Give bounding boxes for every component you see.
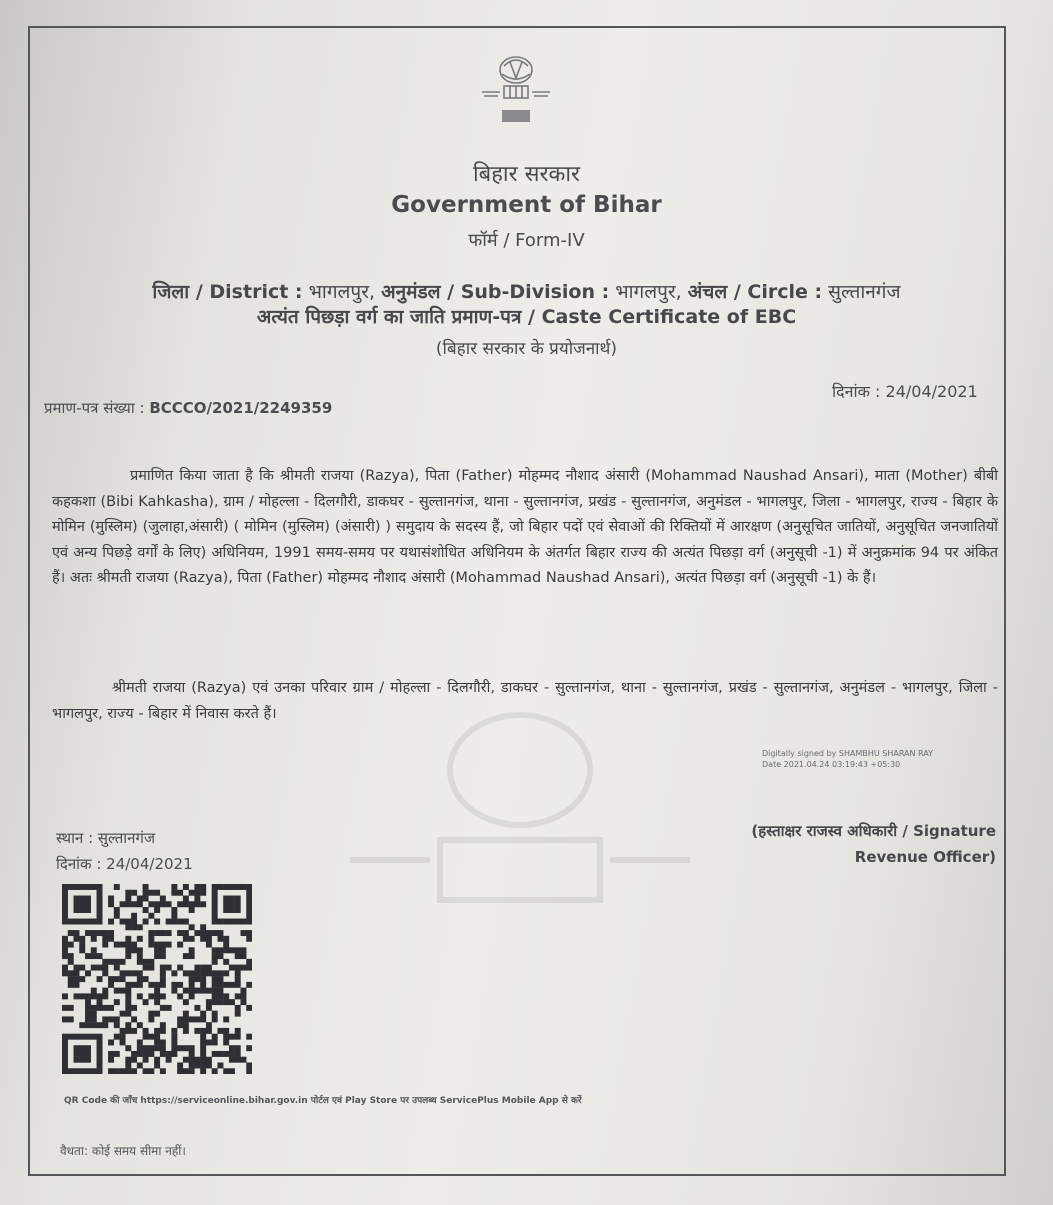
circle-label: अंचल / Circle : <box>687 281 823 303</box>
residence-paragraph: श्रीमती राजया (Razya) एवं उनका परिवार ग्राम / मोहल्ला - दिलगौरी, डाकघर - सुल्तानगंज, थाना - सुल्तानगंज, प्रखंड - सुल्तानगंज, अनुमंडल - भागलपुर, जिला - भागलपुर, राज्य - बिहार में निवास करते हैं। <box>52 680 998 722</box>
certificate-purpose: (बिहार सरकार के प्रयोजनार्थ) <box>435 339 618 359</box>
digital-signature-stamp <box>762 748 933 770</box>
validity-note: वैधता: कोई समय सीमा नहीं। <box>60 1144 186 1158</box>
digital-signature-signer: Digitally signed by SHAMBHU SHARAN RAY <box>762 749 934 758</box>
watermark-emblem-icon <box>330 700 710 980</box>
certificate-number-label: प्रमाण-पत्र संख्या : <box>44 399 145 417</box>
qr-code-icon <box>62 884 252 1074</box>
issue-date: दिनांक : 24/04/2021 <box>832 382 978 401</box>
digital-signature-date: Date 2021.04.24 03:19:43 +05:30 <box>762 760 901 769</box>
govt-name-hindi: बिहार सरकार <box>472 162 581 187</box>
circle-value: सुल्तानगंज <box>828 281 901 303</box>
district-value: भागलपुर, <box>308 281 376 303</box>
signature-label-line1: (हस्ताक्षर राजस्व अधिकारी / Signature <box>751 822 996 840</box>
certificate-body-paragraph: प्रमाणित किया जाता है कि श्रीमती राजया (Razya), पिता (Father) मोहम्मद नौशाद अंसारी (Mohammad Naushad Ansari), माता (Mother) बीबी कहकशा (Bibi Kahkasha), ग्राम / मोहल्ला - दिलगौरी, डाकघर - सुल्तानगंज, थाना - सुल्तानगंज, प्रखंड - सुल्तानगंज, अनुमंडल - भागलपुर, जिला - भागलपुर, राज्य - बिहार के मोमिन (मुस्लिम) (जुलाहा,अंसारी) ( मोमिन (मुस्लिम) (अंसारी) ) समुदाय के सदस्य हैं, जो बिहार पदों एवं सेवाओं की रिक्तियों में आरक्षण (अनुसूचित जातियों, अनुसूचित जनजातियों एवं अन्य पिछड़े वर्गों के लिए) अधिनियम, 1991 समय-समय पर यथासंशोधित अधिनियम के अंतर्गत बिहार राज्य की अत्यंत पिछड़ा वर्ग (अनुसूची -1) में अनुक्रमांक 94 पर अंकित हैं। अतः श्रीमती राजया (Razya), पिता (Father) मोहम्मद नौशाद अंसारी (Mohammad Naushad Ansari), अत्यंत पिछड़ा वर्ग (अनुसूची -1) के हैं। <box>52 468 998 586</box>
signature-label-line2: Revenue Officer) <box>854 848 996 866</box>
footer-date: दिनांक : 24/04/2021 <box>56 855 193 873</box>
certificate-title: अत्यंत पिछड़ा वर्ग का जाति प्रमाण-पत्र / Caste Certificate of EBC <box>256 306 797 328</box>
district-label: जिला / District : <box>152 281 303 303</box>
govt-name-english: Government of Bihar <box>391 192 662 218</box>
subdivision-value: भागलपुर, <box>615 281 682 303</box>
bihar-emblem-icon <box>474 48 558 132</box>
district-line <box>0 278 1053 304</box>
certificate-number-value: BCCCO/2021/2249359 <box>149 399 333 417</box>
place: स्थान : सुल्तानगंज <box>56 829 156 847</box>
subdivision-label: अनुमंडल / Sub-Division : <box>381 281 610 303</box>
form-number: फॉर्म / Form-IV <box>468 230 585 251</box>
certificate-number <box>44 398 332 418</box>
qr-verification-note: QR Code की जाँच https://serviceonline.bihar.gov.in पोर्टल एवं Play Store पर उपलब्ध ServicePlus Mobile App से करें <box>64 1096 582 1106</box>
signature-block <box>690 818 996 870</box>
